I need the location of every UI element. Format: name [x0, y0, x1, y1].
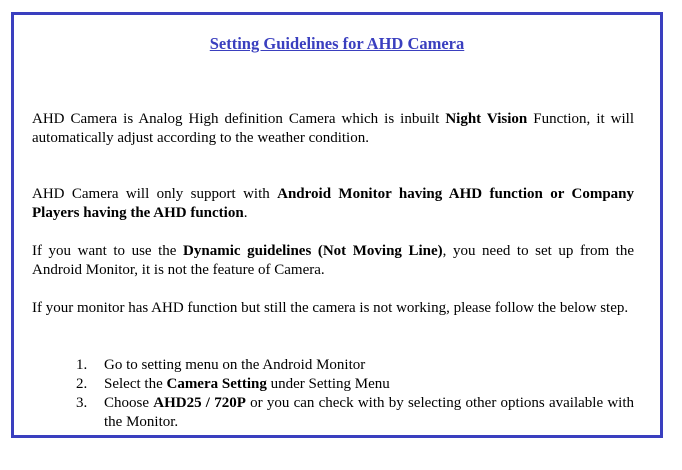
paragraph-text: AHD Camera will only support with: [32, 186, 278, 202]
list-item-bold-text: Camera Setting: [166, 376, 267, 392]
paragraph-bold-text: Android Monitor having AHD function or Company Players having the AHD function: [32, 186, 634, 221]
paragraph-ahd-description: [32, 110, 634, 148]
list-item-text: [104, 356, 634, 375]
list-item: [76, 356, 634, 375]
paragraph-bold-text: Night Vision: [445, 111, 528, 127]
document-frame: [11, 12, 663, 438]
list-item-text-part: Select the: [104, 376, 167, 392]
list-item-text: [104, 394, 634, 432]
list-item-number: 3.: [76, 395, 88, 411]
paragraph-text: , you need to set up from the Android Monitor, it is not the feature of Camera.: [32, 243, 634, 278]
list-item-text-part: Go to setting menu on the Android Monitor: [104, 357, 366, 373]
list-item-number: 1.: [76, 357, 88, 373]
list-item-bold-text: AHD25 / 720P: [153, 395, 246, 411]
paragraph-text: If you want to use the: [32, 243, 184, 259]
list-item-text-part: or you can check with by selecting other options available with the Monitor.: [104, 395, 634, 430]
paragraph-support-info: [32, 185, 634, 223]
paragraph-dynamic-guidelines: [32, 242, 634, 280]
paragraph-text: .: [243, 205, 248, 221]
list-item-text: [104, 375, 634, 394]
paragraph-troubleshooting: If your monitor has AHD function but still the camera is not working, please follow the below step.: [32, 300, 629, 316]
steps-list: [76, 356, 634, 432]
paragraph-bold-text: Dynamic guidelines (Not Moving Line): [183, 243, 443, 259]
paragraph-text: Function, it will automatically adjust according to the weather condition.: [32, 111, 634, 146]
list-item-text-part: Choose: [104, 395, 154, 411]
list-item: [76, 394, 634, 432]
page-title: Setting Guidelines for AHD Camera: [209, 34, 465, 53]
list-item-text-part: under Setting Menu: [266, 376, 390, 392]
paragraph-text: AHD Camera is Analog High definition Camera which is inbuilt: [32, 111, 446, 127]
list-item-number: 2.: [76, 376, 88, 392]
list-item: [76, 375, 634, 394]
